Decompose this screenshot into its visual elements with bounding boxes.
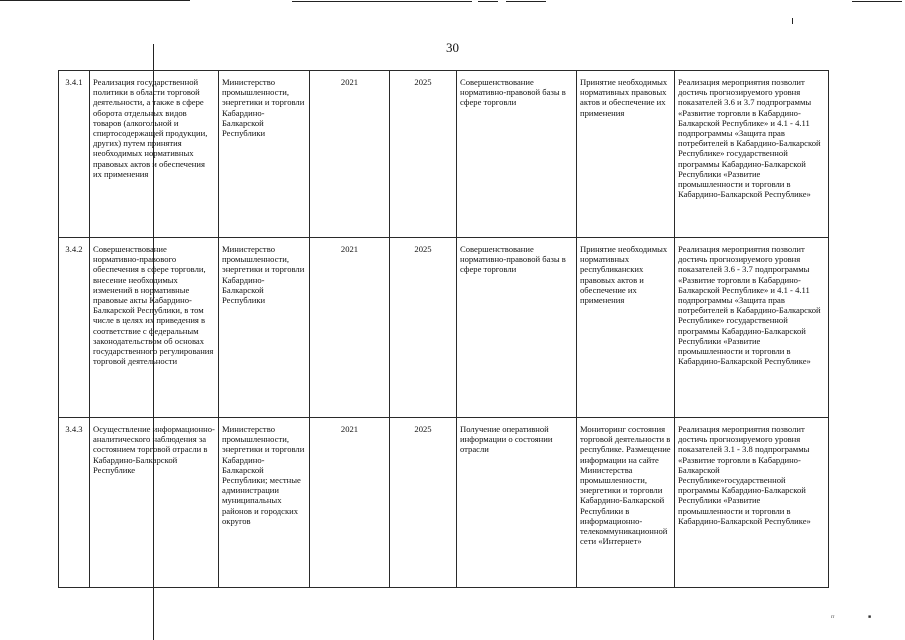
cell-executor: Министерство промышленности, энергетики и торговли Кабардино-Балкарской Республики [219,71,310,238]
cell-measure-name: Осуществление информационно-аналитического наблюдения за состоянием торговой отрасли в Кабардино-Балкарской Республике [90,418,219,588]
cell-row-number: 3.4.2 [59,238,90,418]
cell-indicator-link: Реализация мероприятия позволит достичь прогнозируемого уровня показателей 3.6 и 3.7 подпрограммы «Развитие торговли в Кабардино-Балкарской Республике» и 4.1 - 4.11 подпрограммы «Защита прав потребителей в Кабардино-Балкарской Республике» государственной программы Кабардино-Балкарской Республики «Развитие промышленности и торговли в Кабардино-Балкарской Республике» [675,71,829,238]
scan-artifact-line [478,1,498,2]
cell-executor: Министерство промышленности, энергетики и торговли Кабардино-Балкарской Республики; местные администрации муниципальных районов и городских округов [219,418,310,588]
cell-start-year: 2021 [310,71,390,238]
cell-indicator-link: Реализация мероприятия позволит достичь прогнозируемого уровня показателей 3.6 - 3.7 подпрограммы «Развитие торговли в Кабардино-Балкарской Республике» и 4.1 - 4.11 подпрограммы «Защита прав потребителей в Кабардино-Балкарской Республике» государственной программы Кабардино-Балкарской Республики «Развитие промышленности и торговли в Кабардино-Балкарской Республике» [675,238,829,418]
page-number: 30 [446,40,459,55]
cell-row-number: 3.4.3 [59,418,90,588]
scan-mark: rr [831,615,835,620]
cell-end-year: 2025 [390,238,457,418]
cell-executor: Министерство промышленности, энергетики и торговли Кабардино-Балкарской Республики [219,238,310,418]
scan-artifact-line [792,18,793,24]
cell-measure-name: Реализация государственной политики в области торговой деятельности, а также в сфере оборота отдельных видов товаров (алкогольной и спиртосодержащей продукции, других) путем принятия необходимых нормативных правовых актов и обеспечения их применения [90,71,219,238]
scan-artifact-line [852,1,902,2]
cell-expected-result: Совершенствование нормативно-правовой базы в сфере торговли [457,238,577,418]
cell-main-directions: Принятие необходимых нормативных правовых актов и обеспечение их применения [577,71,675,238]
cell-end-year: 2025 [390,71,457,238]
cell-main-directions: Мониторинг состояния торговой деятельности в республике. Размещение информации на сайте Министерства промышленности, энергетики и торговли Кабардино-Балкарской Республики в информационно-телекоммуникационной сети «Интернет» [577,418,675,588]
cell-measure-name: Совершенствование нормативно-правового обеспечения в сфере торговли, внесение необходимых изменений в нормативные правовые акты Кабардино-Балкарской Республики, в том числе в целях их приведения в соответствие с федеральным законодательством об основах государственного регулирования торговой деятельности [90,238,219,418]
cell-main-directions: Принятие необходимых нормативных республиканских правовых актов и обеспечение их применения [577,238,675,418]
table-row [59,238,829,418]
cell-start-year: 2021 [310,418,390,588]
cell-indicator-link: Реализация мероприятия позволит достичь прогнозируемого уровня показателей 3.1 - 3.8 подпрограммы «Развитие торговли в Кабардино-Балкарской Республике»государственной программы Кабардино-Балкарской Республики «Развитие промышленности и торговли в Кабардино-Балкарской Республике» [675,418,829,588]
cell-start-year: 2021 [310,238,390,418]
cell-row-number: 3.4.1 [59,71,90,238]
scan-artifact-line [0,0,190,1]
scan-artifact-line [292,1,472,2]
cell-expected-result: Получение оперативной информации о состоянии отрасли [457,418,577,588]
cell-expected-result: Совершенствование нормативно-правовой базы в сфере торговли [457,71,577,238]
scan-mark: ■ [868,615,872,620]
table-row [59,418,829,588]
activities-table [58,70,829,588]
table-body [59,71,829,588]
cell-end-year: 2025 [390,418,457,588]
table-row [59,71,829,238]
scan-artifact-line [506,1,546,2]
